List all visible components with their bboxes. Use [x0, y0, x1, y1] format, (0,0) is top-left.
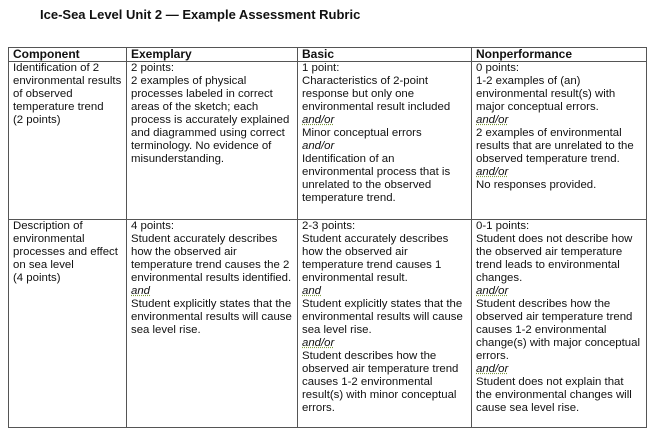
- conjunction: and/or: [476, 363, 509, 375]
- header-nonperformance: Nonperformance: [472, 48, 647, 62]
- document-title: Ice-Sea Level Unit 2 — Example Assessment Rubric: [40, 7, 361, 22]
- table-row: [9, 62, 647, 220]
- component-points: (4 points): [13, 272, 61, 284]
- conjunction: and/or: [476, 285, 509, 297]
- header-row: [9, 48, 647, 62]
- exemplary-cell: [127, 62, 298, 220]
- criteria-text: Student explicitly states that the environmental results will cause sea level rise.: [131, 298, 292, 336]
- points-label: 1 point:: [302, 62, 340, 74]
- conjunction: and/or: [302, 114, 335, 126]
- component-description: Description of environmental processes and effect on sea level: [13, 220, 118, 271]
- criteria-text: Minor conceptual errors: [302, 127, 422, 139]
- exemplary-cell: [127, 220, 298, 428]
- component-cell: [9, 62, 127, 220]
- basic-cell: [298, 220, 472, 428]
- rubric-table: [8, 47, 647, 428]
- nonperformance-cell: [472, 62, 647, 220]
- criteria-text: 1-2 examples of (an) environmental result(s) with major conceptual errors.: [476, 75, 616, 113]
- component-points: (2 points): [13, 114, 61, 126]
- conjunction: and/or: [302, 337, 335, 349]
- points-label: 0-1 points:: [476, 220, 530, 232]
- conjunction: and: [131, 285, 151, 297]
- basic-cell: [298, 62, 472, 220]
- criteria-text: Identification of an environmental process that is unrelated to the observed temperature trend.: [302, 153, 451, 204]
- header-component: Component: [9, 48, 127, 62]
- table-row: [9, 220, 647, 428]
- criteria-text: Student describes how the observed air temperature trend causes 1-2 environmental change(s) with major conceptual errors.: [476, 298, 640, 362]
- component-description: Identification of 2 environmental results of observed temperature trend: [13, 62, 122, 113]
- criteria-text: Characteristics of 2-point response but only one environmental result included: [302, 75, 451, 113]
- criteria-text: Student accurately describes how the observed air temperature trend causes the 2 environmental results identified.: [131, 233, 292, 284]
- points-label: 4 points:: [131, 220, 175, 232]
- conjunction: and/or: [302, 140, 335, 152]
- criteria-text: Student does not explain that the environmental changes will cause sea level rise.: [476, 376, 632, 414]
- criteria-text: Student does not describe how the observed air temperature trend leads to environmental changes.: [476, 233, 633, 284]
- criteria-text: Student explicitly states that the environmental results will cause sea level rise.: [302, 298, 463, 336]
- criteria-text: Student accurately describes how the observed air temperature trend causes 1 environmental result.: [302, 233, 449, 284]
- points-label: 0 points:: [476, 62, 520, 74]
- points-label: 2 points:: [131, 62, 175, 74]
- header-exemplary: Exemplary: [127, 48, 298, 62]
- conjunction: and/or: [476, 166, 509, 178]
- nonperformance-cell: [472, 220, 647, 428]
- conjunction: and: [302, 285, 322, 297]
- criteria-text: Student describes how the observed air temperature trend causes 1-2 environmental result(s) with minor conceptual errors.: [302, 350, 459, 414]
- criteria-text: 2 examples of physical processes labeled in correct areas of the sketch; each process is accurately explained and diagrammed using correct terminology. No evidence of misunderstanding.: [131, 75, 290, 165]
- component-cell: [9, 220, 127, 428]
- points-label: 2-3 points:: [302, 220, 356, 232]
- criteria-text: No responses provided.: [476, 179, 597, 191]
- conjunction: and/or: [476, 114, 509, 126]
- criteria-text: 2 examples of environmental results that are unrelated to the observed temperature trend.: [476, 127, 634, 165]
- header-basic: Basic: [298, 48, 472, 62]
